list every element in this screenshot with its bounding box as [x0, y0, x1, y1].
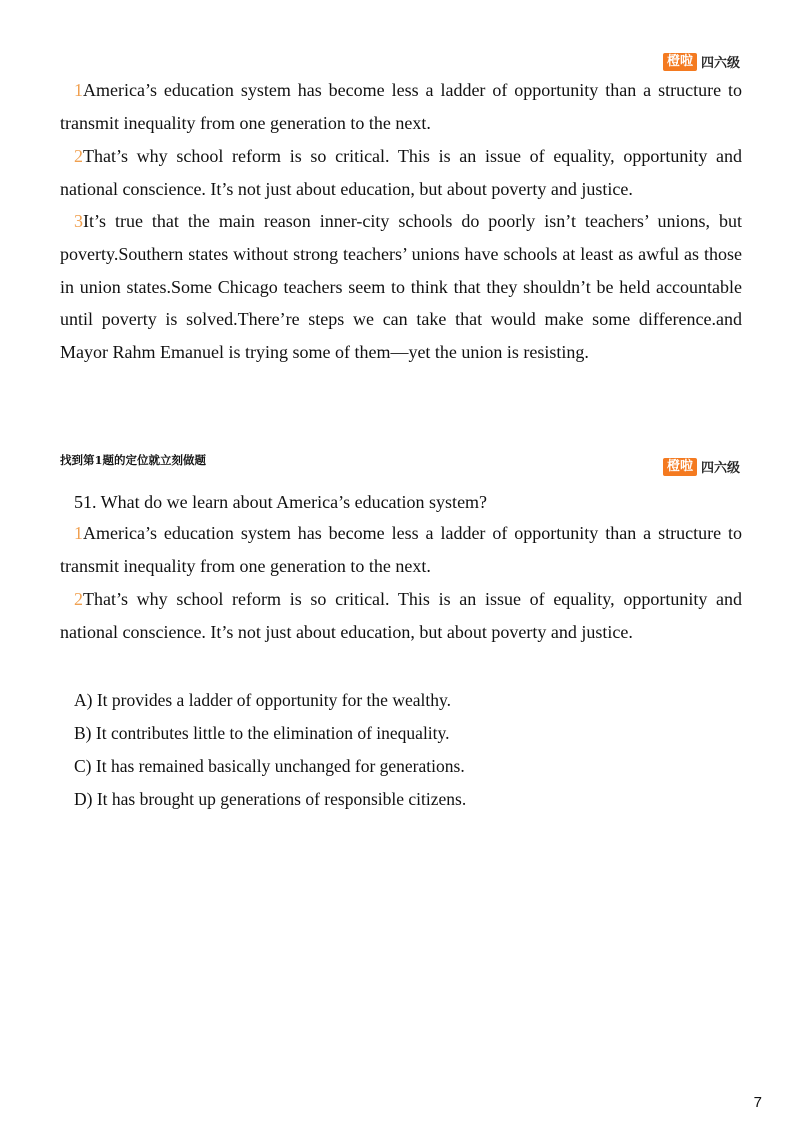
- paragraph-number: 1: [74, 523, 83, 543]
- excerpt-paragraph-2: [60, 583, 742, 649]
- brand-badge: 橙啦: [663, 458, 697, 476]
- option-d: D) It has brought up generations of responsible citizens.: [74, 789, 467, 809]
- excerpt-paragraph-1: [60, 517, 742, 583]
- answer-options: [74, 684, 466, 816]
- option-a: A) It provides a ladder of opportunity for the wealthy.: [74, 690, 451, 710]
- passage-paragraph-2: [60, 140, 742, 206]
- paragraph-text: That’s why school reform is so critical. This is an issue of equality, opportunity and national conscience. It’s not just about education, but about poverty and justice.: [60, 146, 742, 199]
- brand-subtitle: 四六级: [700, 461, 740, 476]
- paragraph-text: America’s education system has become less a ladder of opportunity than a structure to transmit inequality from one generation to the next.: [60, 80, 742, 133]
- question-stem: 51. What do we learn about America’s education system?: [74, 492, 488, 512]
- paragraph-number: 2: [74, 589, 83, 609]
- paragraph-number: 2: [74, 146, 83, 166]
- paragraph-number: 1: [74, 80, 83, 100]
- brand-logo: [663, 52, 740, 71]
- paragraph-text: America’s education system has become less a ladder of opportunity than a structure to transmit inequality from one generation to the next.: [60, 523, 742, 576]
- paragraph-number: 3: [74, 211, 83, 231]
- brand-badge: 橙啦: [663, 53, 697, 71]
- option-c: C) It has remained basically unchanged for generations.: [74, 756, 465, 776]
- paragraph-text: That’s why school reform is so critical. This is an issue of equality, opportunity and national conscience. It’s not just about education, but about poverty and justice.: [60, 589, 742, 642]
- page-number: 7: [753, 1094, 762, 1111]
- passage-paragraph-3: [60, 205, 742, 369]
- paragraph-text: It’s true that the main reason inner-city schools do poorly isn’t teachers’ unions, but poverty.Southern states without strong teachers’ unions have schools at least as awful as those in union states.Some Chicago teachers seem to think that they shouldn’t be held accountable until poverty is solved.There’re steps we can take that would make some difference.and Mayor Rahm Emanuel is trying some of them—yet the union is resisting.: [60, 211, 742, 363]
- brand-logo-2: [663, 457, 740, 476]
- option-b: B) It contributes little to the elimination of inequality.: [74, 723, 450, 743]
- brand-subtitle: 四六级: [700, 56, 740, 71]
- hint-text: 找到第1题的定位就立刻做题: [60, 453, 207, 467]
- passage-paragraph-1: [60, 74, 742, 140]
